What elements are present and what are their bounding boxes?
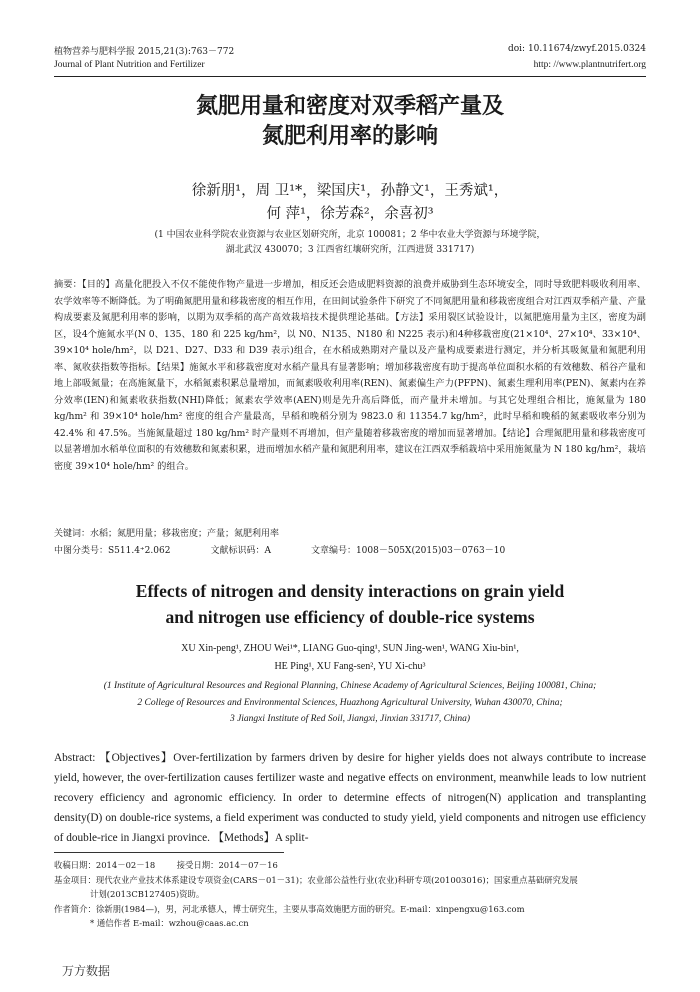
affiliation-cn-line-1: (1 中国农业科学院农业资源与农业区划研究所，北京 100081；2 华中农业大学资源与环境学院， (154, 230, 546, 240)
authors-cn-line-1: 徐新朋¹，周 卫¹*，梁国庆¹，孙静文¹，王秀斌¹， (191, 183, 509, 199)
funding-line-2: 计划(2013CB127405)资助。 (90, 889, 205, 899)
affiliation-en-line-2: 2 College of Resources and Environmental Sciences, Huazhong Agricultural University, Wuhan 430070, China; (137, 697, 563, 708)
corresponding-author: * 通信作者 E-mail：wzhou@caas.ac.cn (90, 918, 249, 928)
affiliations-en (40, 678, 660, 728)
authors-cn (0, 180, 700, 226)
accepted-date: 接受日期：2014－07－16 (176, 860, 278, 870)
header-rule (54, 76, 646, 77)
title-en-line-2: and nitrogen use efficiency of double-rice systems (165, 607, 535, 627)
footnote-rule (54, 852, 284, 853)
title-cn-line-1: 氮肥用量和密度对双季稻产量及 (195, 94, 504, 119)
affiliations-cn (60, 228, 640, 258)
footnotes (54, 858, 646, 931)
affiliation-en-line-1: (1 Institute of Agricultural Resources and Regional Planning, Chinese Academy of Agricultural Sciences, Beijing 100081, China; (103, 681, 597, 691)
abstract-en: Abstract: 【Objectives】Over-fertilization by farmers driven by desire for higher yields does not always contribute to increase yield, however, the over-fertilization causes fertilizer waste and negative effects on environment, meanwhile leads to low nutrient recovery efficiency and agronomic efficiency. In order to determine effects of nitrogen(N) application and transplanting density(D) on double-rice systems, a field experiment was conducted to study yield, yield components and nitrogen use efficiency of double-rice in Jiangxi province. 【Methods】A split- (54, 752, 646, 844)
keywords-cn: 关键词：水稻；氮肥用量；移栽密度；产量；氮肥利用率 (54, 529, 280, 539)
dates-line (54, 858, 646, 873)
authors-en-line-2: HE Ping¹, XU Fang-sen², YU Xi-chu³ (274, 661, 426, 672)
journal-name-en: Journal of Plant Nutrition and Fertilizer (54, 60, 205, 70)
clc-number: 中图分类号：S511.4⁺2.062 (54, 546, 171, 556)
title-cn-line-2: 氮肥利用率的影响 (261, 124, 438, 149)
funding-line-1: 基金项目：现代农业产业技术体系建设专项资金(CARS－01－31)；农业部公益性行业(农业)科研专项(201003016)；国家重点基础研究发展 (54, 874, 578, 885)
received-date: 收稿日期：2014－02－18 (54, 860, 156, 870)
running-header-bottom (54, 60, 646, 70)
watermark-wanfang: 万方数据 (62, 964, 111, 978)
title-cn (0, 92, 700, 152)
journal-citation-cn: 植物营养与肥料学报 2015,21(3):763－772 (54, 47, 235, 57)
affiliation-en-line-3: 3 Jiangxi Institute of Red Soil, Jiangxi, Jinxian 331717, China) (229, 714, 471, 724)
running-header-top (54, 44, 646, 57)
article-number: 文章编号：1008－505X(2015)03－0763－10 (310, 546, 506, 556)
authors-en (0, 640, 700, 676)
title-en-line-1: Effects of nitrogen and density interactions on grain yield (135, 581, 565, 601)
journal-url: http: //www.plantnutrifert.org (533, 60, 646, 70)
doi: doi: 10.11674/zwyf.2015.0324 (508, 44, 646, 54)
author-bio: 作者简介：徐新朋(1984—)，男，河北承德人，博士研究生，主要从事高效施肥方面的研究。E-mail：xinpengxu@163.com (54, 903, 525, 914)
title-en (0, 578, 700, 630)
document-code: 文献标识码：A (210, 546, 271, 556)
classification-line (54, 543, 646, 556)
abstract-cn: 摘要：【目的】高量化肥投入不仅不能使作物产量进一步增加，相反还会造成肥料资源的浪费并威胁到生态环境安全，同时导致肥料吸收利用率、农学效率等不断降低。为了明确氮肥用量和移栽密度的相互作用，在田间试验条件下研究了不同氮肥用量和移栽密度组合对江西双季稻产量、产量构成要素及氮肥利用率的影响，以期为双季稻的高产高效栽培技术提供理论基础。【方法】采用裂区试验设计，以氮肥施用量为主区，密度为副区，设4个施氮水平(N 0、135、180 和 225 kg/hm²，以 N0、N135、N180 和 N225 表示)和4种移栽密度(21×10⁴、27×10⁴、33×10⁴、39×10⁴ hole/hm²，以 D21、D27、D33 和 D39 表示)组合，在水稻成熟期对产量以及产量构成要素进行测定，并分析其吸氮量和氮肥利用率、氮收获指数等指标。【结果】施氮水平和移栽密度对水稻产量具有显著影响；增加移栽密度有助于提高单位面积水稻的有效穗数、稻谷产量和地上部吸氮量；在高施氮量下，水稻氮素积累总量增加，而氮素吸收利用率(REN)、氮素偏生产力(PFPN)、氮素生理利用率(PEN)、氮素内在养分效率(IEN)和氮素收获指数(NHI)降低；氮素农学效率(AEN)则是先升高后降低，而产量并未增加。与其它处理组合相比，施氮量为 180 kg/hm² 和 39×10⁴ hole/hm² 密度的组合产量最高，早稻和晚稻分别为 9823.0 和 11354.7 kg/hm²，此时早稻和晚稻的氮素吸收率分别为 42.4% 和 47.5%。当施氮量超过 180 kg/hm² 时产量则不再增加，但产量随着移栽密度的增加而显著增加。【结论】合理氮肥用量和移栽密度可以显著增加水稻单位面积的有效穗数和氮素积累，进而增加水稻产量和氮肥利用率，建议在江西双季稻栽培中采用施氮量为 N 180 kg/hm²，栽培密度 39×10⁴ hole/hm² 的组合。 (54, 279, 646, 472)
authors-en-line-1: XU Xin-peng¹, ZHOU Wei¹*, LIANG Guo-qing¹, SUN Jing-wen¹, WANG Xiu-bin¹, (181, 643, 519, 654)
affiliation-cn-line-2: 湖北武汉 430070；3 江西省红壤研究所，江西进贤 331717) (225, 245, 475, 255)
authors-cn-line-2: 何 萍¹，徐芳森²，余喜初³ (266, 206, 434, 222)
